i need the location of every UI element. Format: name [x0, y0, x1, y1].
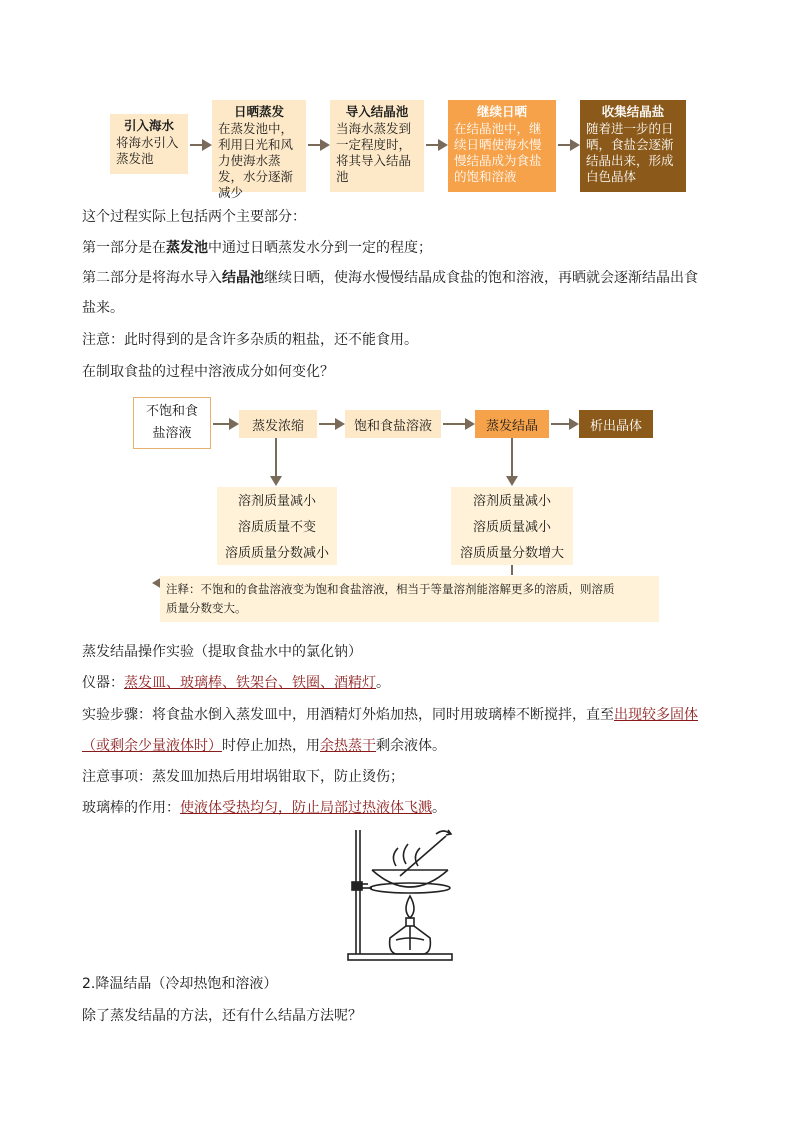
para-experiment-title: 蒸发结晶操作实验（提取食盐水中的氯化钠） [82, 644, 362, 660]
flow2-notes-left [217, 487, 337, 565]
label-glass-rod: 玻璃棒的作用： [82, 800, 180, 816]
para-part-one [82, 238, 432, 258]
note-line: 溶质质量分数增大 [459, 546, 564, 561]
label-instruments: 仪器： [82, 675, 124, 691]
flow1-box-5-title: 收集结晶盐 [601, 104, 665, 119]
flow1-box-4 [448, 100, 556, 192]
flow2-box-concentrate: 蒸发浓缩 [239, 410, 317, 438]
para-other-methods-question: 除了蒸发结晶的方法，还有什么结晶方法呢？ [82, 1008, 362, 1024]
text-span: 。 [376, 675, 390, 691]
text-span: 实验步骤：将食盐水倒入蒸发皿中，用酒精灯外焰加热，同时用玻璃棒不断搅拌，直至 [82, 707, 614, 723]
term-evaporation-pond: 蒸发池 [166, 240, 208, 256]
para-question: 在制取食盐的过程中溶液成分如何变化？ [82, 364, 334, 380]
flow2-down-arrowhead-left [270, 476, 282, 486]
text-span: 。 [432, 800, 446, 816]
flow1-box-4-title: 继续日晒 [476, 104, 527, 119]
para-part-two [82, 268, 698, 288]
answer-little-liquid: （或剩余少量液体时） [82, 738, 222, 754]
text-span: 中通过日晒蒸发水分到一定的程度； [208, 240, 432, 256]
text-span: 第一部分是在 [82, 240, 166, 256]
flow2-down-line-left [275, 438, 277, 478]
flow1-box-2-title: 日晒蒸发 [233, 104, 284, 119]
annotation-line2: 质量分数变大。 [166, 601, 247, 615]
flow1-box-5-body: 随着进一步的日晒，食盐会逐渐结晶出来，形成白色晶体 [586, 121, 674, 184]
flow1-box-4-body: 在结晶池中，继续日晒使海水慢慢结晶成为食盐的饱和溶液 [454, 121, 542, 184]
flow2-annotation [160, 576, 659, 622]
flow2-notes-right [451, 487, 573, 565]
flow1-box-1-title: 引入海水 [123, 118, 174, 133]
flow1-box-3 [330, 100, 424, 192]
para-process-intro: 这个过程实际上包括两个主要部分： [82, 209, 306, 225]
para-part-two-cont: 盐来。 [82, 300, 124, 316]
text-span: 第二部分是将海水导入 [82, 270, 222, 286]
text-span: 继续日晒，使海水慢慢结晶成食盐的饱和溶液，再晒就会逐渐结晶出食 [264, 270, 698, 286]
annotation-line1: 注释：不饱和的食盐溶液变为饱和食盐溶液，相当于等量溶剂能溶解更多的溶质，则溶质 [166, 582, 615, 596]
text-span: 时停止加热，用 [222, 738, 320, 754]
para-precautions: 注意事项：蒸发皿加热后用坩埚钳取下，防止烫伤； [82, 769, 404, 785]
flow1-box-3-body: 当海水蒸发到一定程度时，将其导入结晶池 [336, 121, 412, 184]
flow2-box-unsaturated-line2: 盐溶液 [152, 426, 192, 441]
flow2-note-connector [511, 565, 513, 575]
para-steps [82, 705, 698, 725]
flow1-box-2-body: 在蒸发池中，利用日光和风力使海水蒸发，水分逐渐减少 [218, 121, 294, 200]
answer-more-solid: 出现较多固体 [614, 707, 698, 723]
flow2-down-line-right [511, 438, 513, 478]
flow1-box-5 [580, 100, 686, 192]
flow1-box-3-title: 导入结晶池 [345, 104, 409, 119]
para-steps-cont [82, 736, 446, 756]
note-line: 溶剂质量减小 [472, 494, 551, 509]
para-note-crude-salt: 注意：此时得到的是含许多杂质的粗盐，还不能食用。 [82, 332, 418, 348]
answer-glass-rod-role: 使液体受热均匀，防止局部过热液体飞溅 [180, 800, 432, 816]
term-crystallization-pond: 结晶池 [222, 270, 264, 286]
evaporation-apparatus-illustration [340, 826, 460, 966]
note-line: 溶剂质量减小 [237, 494, 316, 509]
note-line: 溶质质量减小 [472, 520, 551, 535]
flow1-box-1-body: 将海水引入蒸发池 [116, 135, 179, 166]
para-instruments [82, 673, 390, 693]
note-line: 溶质质量不变 [237, 520, 316, 535]
flow2-box-unsaturated-line1: 不饱和食 [145, 404, 198, 419]
section-heading-cooling-crystallization: 2.降温结晶（冷却热饱和溶液） [82, 976, 278, 992]
flow2-box-unsaturated [133, 397, 211, 449]
note-line: 溶质质量分数减小 [224, 546, 329, 561]
flow1-box-2 [212, 100, 306, 200]
para-glass-rod [82, 798, 446, 818]
flow2-down-arrowhead-right [506, 476, 518, 486]
flow1-box-1 [110, 114, 188, 174]
answer-residual-heat: 余热蒸干 [320, 738, 376, 754]
flow2-box-crystals: 析出晶体 [579, 410, 653, 438]
flow2-box-evaporate-crystallize: 蒸发结晶 [475, 410, 549, 438]
instruments-list: 蒸发皿、玻璃棒、铁架台、铁圈、酒精灯 [124, 675, 376, 691]
flow2-box-saturated: 饱和食盐溶液 [345, 410, 441, 438]
text-span: 剩余液体。 [376, 738, 446, 754]
